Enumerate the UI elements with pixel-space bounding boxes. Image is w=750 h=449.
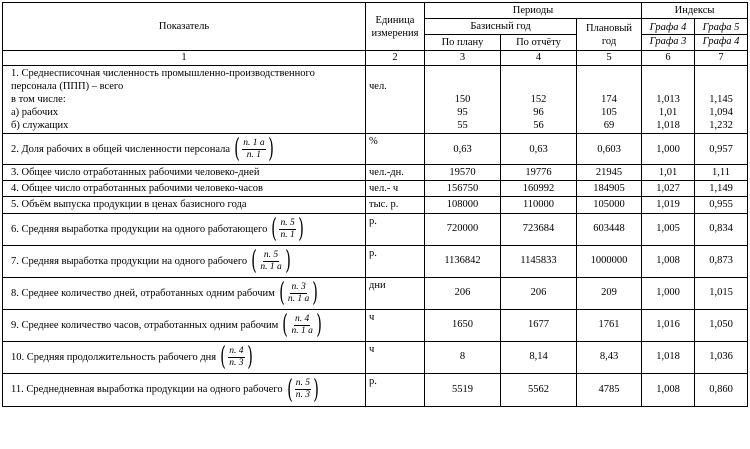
- cell-value: 160992: [501, 181, 577, 197]
- cell-value: 1650: [425, 309, 501, 341]
- cell-value: 0,834: [695, 213, 748, 245]
- cell-value: 8,43: [577, 341, 642, 373]
- cell-value: 1,000: [642, 277, 695, 309]
- cell-value: 105000: [577, 197, 642, 213]
- col-number: 5: [577, 51, 642, 65]
- cell-value: 19776: [501, 165, 577, 181]
- cell-value: 1,016: [642, 309, 695, 341]
- fraction-denominator: п. 3: [295, 390, 310, 400]
- cell-value: 184905: [577, 181, 642, 197]
- cell-value: 1136842: [425, 245, 501, 277]
- row-label: [3, 245, 366, 277]
- fraction-numerator: п. 5: [263, 249, 279, 260]
- row-label: [3, 197, 366, 213]
- cell-value: 0,603: [577, 134, 642, 165]
- formula-fraction: ( п. 5 п. 1 ): [271, 214, 304, 244]
- row-unit: чел.-дн.: [366, 165, 425, 181]
- cell-value: 1,018: [656, 119, 680, 131]
- row1-unit-text: чел.: [369, 80, 387, 92]
- cell-value: 206: [425, 277, 501, 309]
- table-row-1: [3, 65, 748, 134]
- fraction-denominator: п. 1 а: [287, 293, 310, 304]
- cell-value: 4785: [577, 373, 642, 406]
- row-label-text: 6. Средняя выработка продукции на одного работающего: [11, 223, 268, 235]
- table-row: [3, 245, 748, 277]
- cell-value: 0,873: [695, 245, 748, 277]
- fraction-denominator: п. 1: [246, 149, 262, 160]
- cell-value: 723684: [501, 213, 577, 245]
- formula-fraction: ( п. 4 п. 3 ): [220, 342, 253, 372]
- table-row: [3, 341, 748, 373]
- col-number: 1: [3, 51, 366, 65]
- cell-value: 0,63: [425, 134, 501, 165]
- fraction-denominator: п. 1 а: [291, 325, 313, 336]
- indicators-table: [2, 2, 748, 407]
- header-index-7: [695, 19, 748, 51]
- cell-value: 19570: [425, 165, 501, 181]
- cell-value: 69: [603, 119, 615, 131]
- header-indicator: Показатель: [3, 3, 366, 51]
- row-label-text: 9. Среднее количество часов, отработанных одним рабочим: [11, 319, 279, 331]
- header-periods: Периоды: [425, 3, 642, 19]
- table-row: [3, 373, 748, 406]
- row-label: [3, 213, 366, 245]
- header-index-6: [642, 19, 695, 51]
- cell-value: 1,01: [658, 106, 678, 118]
- fraction-denominator: п. 1 а: [260, 261, 282, 272]
- col-number: 4: [501, 51, 577, 65]
- cell-value: 1,145: [709, 93, 733, 105]
- row-label: [3, 341, 366, 373]
- cell-value: 5519: [425, 373, 501, 406]
- row-label: [3, 134, 366, 165]
- cell-value: 0,955: [695, 197, 748, 213]
- cell-value: 209: [577, 277, 642, 309]
- cell-value: 56: [533, 119, 544, 131]
- row-unit: р.: [366, 245, 425, 277]
- row1-label-line: а) рабочих: [11, 106, 59, 118]
- header-index-6-top: Графа 4: [642, 21, 694, 35]
- header-index-7-bot: Графа 4: [702, 36, 740, 48]
- cell-value: 110000: [501, 197, 577, 213]
- header-by-plan: По плану: [425, 35, 501, 51]
- fraction-numerator: п. 1 а: [243, 137, 265, 148]
- formula-fraction: ( п. 3 п. 1 а ): [279, 278, 319, 308]
- cell-value: 8: [425, 341, 501, 373]
- row-unit: р.: [366, 373, 425, 406]
- row-unit: %: [366, 134, 425, 165]
- cell-value: 108000: [425, 197, 501, 213]
- cell-value: 1,01: [642, 165, 695, 181]
- table-row: [3, 181, 748, 197]
- cell-value: 1,008: [642, 373, 695, 406]
- cell-value: 1,11: [695, 165, 748, 181]
- cell-value: 1,036: [695, 341, 748, 373]
- cell-value: 152: [530, 93, 547, 105]
- cell-value: 1145833: [501, 245, 577, 277]
- cell-value: 55: [457, 119, 468, 131]
- cell-value: 1761: [577, 309, 642, 341]
- row-label: [3, 277, 366, 309]
- cell-value: 105: [601, 106, 617, 118]
- row1-col6: [642, 65, 695, 134]
- cell-value: 1,019: [642, 197, 695, 213]
- header-index-6-bot: Графа 3: [649, 36, 687, 48]
- cell-value: 8,14: [501, 341, 577, 373]
- table-row: [3, 277, 748, 309]
- row1-label-line: 1. Среднесписочная численность промышленно-производственного: [11, 67, 315, 79]
- cell-value: 156750: [425, 181, 501, 197]
- cell-value: 1,232: [709, 119, 733, 131]
- cell-value: 1,094: [709, 106, 733, 118]
- row-unit: р.: [366, 213, 425, 245]
- row1-col7: [695, 65, 748, 134]
- fraction-numerator: п. 4: [229, 345, 244, 356]
- header-plan-year: Плановый год: [577, 19, 642, 51]
- formula-fraction: ( п. 4 п. 1 а ): [282, 310, 322, 340]
- cell-value: 1000000: [577, 245, 642, 277]
- table-row: [3, 309, 748, 341]
- cell-value: 174: [601, 93, 617, 105]
- col-number: 3: [425, 51, 501, 65]
- fraction-numerator: п. 5: [280, 217, 295, 228]
- row1-col3: [425, 65, 501, 134]
- cell-value: 1,013: [656, 93, 680, 105]
- cell-value: 1,000: [642, 134, 695, 165]
- cell-value: 0,63: [501, 134, 577, 165]
- formula-fraction: ( п. 5 п. 1 а ): [251, 246, 291, 276]
- cell-value: 1,008: [642, 245, 695, 277]
- header-by-report: По отчёту: [501, 35, 577, 51]
- table-row: [3, 213, 748, 245]
- row1-unit: [366, 65, 425, 134]
- cell-value: 720000: [425, 213, 501, 245]
- cell-value: 21945: [577, 165, 642, 181]
- row-label: [3, 165, 366, 181]
- table-row: [3, 197, 748, 213]
- column-numbers-row: [3, 51, 748, 65]
- header-base-year: Базисный год: [425, 19, 577, 35]
- cell-value: 0,860: [695, 373, 748, 406]
- cell-value: 1,027: [642, 181, 695, 197]
- col-number: 7: [695, 51, 748, 65]
- row-unit: тыс. р.: [366, 197, 425, 213]
- fraction-numerator: п. 4: [295, 313, 310, 324]
- row-unit: ч: [366, 341, 425, 373]
- row-unit: чел.- ч: [366, 181, 425, 197]
- header-indices: Индексы: [642, 3, 748, 19]
- header-index-7-top: Графа 5: [695, 21, 747, 35]
- formula-fraction: ( п. 5 п. 3 ): [286, 374, 319, 405]
- cell-value: 5562: [501, 373, 577, 406]
- row-label-text: 11. Среднедневная выработка продукции на одного рабочего: [11, 383, 283, 395]
- cell-value: 1,149: [695, 181, 748, 197]
- col-number: 2: [366, 51, 425, 65]
- formula-fraction: ( п. 1 а п. 1 ): [234, 134, 274, 165]
- row-label-text: 7. Средняя выработка продукции на одного рабочего: [11, 255, 248, 267]
- cell-value: 96: [533, 106, 544, 118]
- row-label-text: 4. Общее число отработанных рабочими человеко-часов: [11, 183, 263, 195]
- table-row: [3, 134, 748, 165]
- cell-value: 0,957: [695, 134, 748, 165]
- fraction-numerator: п. 5: [295, 378, 310, 388]
- row1-label-line: б) служащих: [11, 120, 69, 131]
- fraction-denominator: п. 3: [229, 357, 244, 368]
- cell-value: 1677: [501, 309, 577, 341]
- row-label-text: 2. Доля рабочих в общей численности персонала: [11, 143, 231, 155]
- row-label-text: 3. Общее число отработанных рабочими человеко-дней: [11, 167, 260, 179]
- cell-value: 150: [454, 93, 471, 105]
- cell-value: 1,015: [695, 277, 748, 309]
- cell-value: 1,005: [642, 213, 695, 245]
- row1-col4: [501, 65, 577, 134]
- row-label: [3, 373, 366, 406]
- row1-col5: [577, 65, 642, 134]
- row-label: [3, 309, 366, 341]
- row1-label-line: в том числе:: [11, 93, 66, 105]
- row1-label-line: персонала (ППП) – всего: [11, 80, 124, 92]
- cell-value: 95: [457, 106, 468, 118]
- row-unit: ч: [366, 309, 425, 341]
- cell-value: 1,018: [642, 341, 695, 373]
- table-row: [3, 165, 748, 181]
- col-number: 6: [642, 51, 695, 65]
- row-label: [3, 181, 366, 197]
- cell-value: 206: [501, 277, 577, 309]
- fraction-denominator: п. 1: [280, 229, 295, 240]
- fraction-numerator: п. 3: [291, 281, 306, 292]
- cell-value: 1,050: [695, 309, 748, 341]
- row-label-text: 5. Объём выпуска продукции в ценах базисного года: [11, 199, 247, 211]
- header-unit: Единица измерения: [366, 3, 425, 51]
- row1-label: [3, 65, 366, 134]
- row-unit: дни: [366, 277, 425, 309]
- row-label-text: 8. Среднее количество дней, отработанных одним рабочим: [11, 287, 275, 299]
- row-label-text: 10. Средняя продолжительность рабочего дня: [11, 351, 217, 363]
- cell-value: 603448: [577, 213, 642, 245]
